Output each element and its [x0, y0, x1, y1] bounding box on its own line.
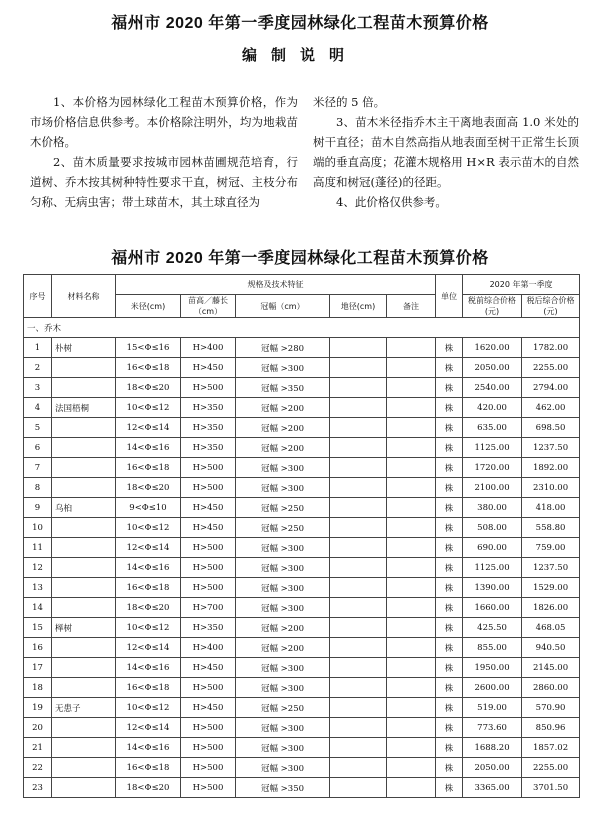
cell-unit: 株	[436, 538, 463, 558]
cell-ground-diameter	[330, 398, 387, 418]
cell-remark	[387, 398, 436, 418]
cell-unit: 株	[436, 498, 463, 518]
table-row	[24, 478, 580, 498]
cell-unit: 株	[436, 638, 463, 658]
cell-unit: 株	[436, 738, 463, 758]
section-label: 一、乔木	[24, 318, 580, 338]
cell-name	[52, 478, 116, 498]
cell-name	[52, 638, 116, 658]
cell-diameter: 16<Φ≤18	[116, 358, 181, 378]
cell-name	[52, 758, 116, 778]
cell-remark	[387, 518, 436, 538]
table-row	[24, 678, 580, 698]
cell-unit: 株	[436, 618, 463, 638]
table-row	[24, 658, 580, 678]
cell-post-tax: 1782.00	[522, 338, 580, 358]
cell-post-tax: 1857.02	[522, 738, 580, 758]
cell-ground-diameter	[330, 478, 387, 498]
cell-height: H>350	[181, 398, 236, 418]
cell-name: 无患子	[52, 698, 116, 718]
price-table	[23, 274, 580, 798]
cell-name: 乌桕	[52, 498, 116, 518]
cell-height: H>350	[181, 418, 236, 438]
cell-no: 17	[24, 658, 52, 678]
cell-crown: 冠幅 >300	[236, 558, 330, 578]
cell-height: H>500	[181, 378, 236, 398]
cell-remark	[387, 538, 436, 558]
cell-remark	[387, 438, 436, 458]
table-row	[24, 458, 580, 478]
cell-name	[52, 738, 116, 758]
cell-no: 8	[24, 478, 52, 498]
cell-diameter: 14<Φ≤16	[116, 658, 181, 678]
section-row	[24, 318, 580, 338]
cell-remark	[387, 378, 436, 398]
cell-remark	[387, 418, 436, 438]
cell-post-tax: 1529.00	[522, 578, 580, 598]
note-3: 3、苗木米径指乔木主干离地表面高 1.0 米处的树干直径；苗木自然高指从地表面至树干正常生长顶端的垂直高度；花灌木规格用 H×R 表示苗木的自然高度和树冠(蓬径)的径距。	[313, 115, 579, 189]
cell-ground-diameter	[330, 558, 387, 578]
cell-crown: 冠幅 >300	[236, 678, 330, 698]
notes-right-column	[313, 92, 579, 212]
cell-post-tax: 698.50	[522, 418, 580, 438]
cell-name	[52, 438, 116, 458]
cell-pre-tax: 1390.00	[463, 578, 522, 598]
cell-no: 5	[24, 418, 52, 438]
cell-pre-tax: 2050.00	[463, 758, 522, 778]
cell-crown: 冠幅 >300	[236, 758, 330, 778]
table-row	[24, 498, 580, 518]
cell-diameter: 10<Φ≤12	[116, 618, 181, 638]
cell-name	[52, 518, 116, 538]
cell-pre-tax: 1660.00	[463, 598, 522, 618]
cell-unit: 株	[436, 378, 463, 398]
table-title: 福州市 2020 年第一季度园林绿化工程苗木预算价格	[111, 250, 489, 267]
cell-diameter: 14<Φ≤16	[116, 738, 181, 758]
table-row	[24, 718, 580, 738]
cell-post-tax: 418.00	[522, 498, 580, 518]
cell-no: 19	[24, 698, 52, 718]
cell-remark	[387, 778, 436, 798]
cell-post-tax: 1237.50	[522, 438, 580, 458]
cell-height: H>350	[181, 438, 236, 458]
cell-remark	[387, 578, 436, 598]
cell-pre-tax: 425.50	[463, 618, 522, 638]
cell-ground-diameter	[330, 598, 387, 618]
cell-name: 榉树	[52, 618, 116, 638]
cell-post-tax: 940.50	[522, 638, 580, 658]
cell-pre-tax: 519.00	[463, 698, 522, 718]
cell-diameter: 12<Φ≤14	[116, 418, 181, 438]
table-row	[24, 378, 580, 398]
cell-unit: 株	[436, 578, 463, 598]
cell-height: H>400	[181, 638, 236, 658]
cell-remark	[387, 498, 436, 518]
cell-crown: 冠幅 >300	[236, 458, 330, 478]
cell-height: H>500	[181, 558, 236, 578]
cell-unit: 株	[436, 518, 463, 538]
cell-ground-diameter	[330, 498, 387, 518]
cell-no: 12	[24, 558, 52, 578]
cell-ground-diameter	[330, 418, 387, 438]
cell-pre-tax: 773.60	[463, 718, 522, 738]
table-row	[24, 778, 580, 798]
table-row	[24, 358, 580, 378]
cell-unit: 株	[436, 358, 463, 378]
cell-ground-diameter	[330, 518, 387, 538]
table-row	[24, 618, 580, 638]
header-name: 材料名称	[52, 275, 116, 318]
cell-ground-diameter	[330, 358, 387, 378]
cell-pre-tax: 2540.00	[463, 378, 522, 398]
cell-unit: 株	[436, 558, 463, 578]
cell-crown: 冠幅 >250	[236, 518, 330, 538]
cell-name: 朴树	[52, 338, 116, 358]
cell-crown: 冠幅 >300	[236, 598, 330, 618]
cell-post-tax: 1826.00	[522, 598, 580, 618]
cell-unit: 株	[436, 678, 463, 698]
cell-height: H>350	[181, 618, 236, 638]
cell-name	[52, 558, 116, 578]
document-subtitle: 编制说明	[241, 47, 358, 64]
cell-remark	[387, 558, 436, 578]
table-row	[24, 538, 580, 558]
cell-post-tax: 1892.00	[522, 458, 580, 478]
cell-pre-tax: 1620.00	[463, 338, 522, 358]
cell-diameter: 18<Φ≤20	[116, 478, 181, 498]
cell-crown: 冠幅 >300	[236, 478, 330, 498]
cell-post-tax: 850.96	[522, 718, 580, 738]
cell-pre-tax: 2050.00	[463, 358, 522, 378]
cell-post-tax: 2310.00	[522, 478, 580, 498]
cell-no: 10	[24, 518, 52, 538]
cell-remark	[387, 658, 436, 678]
cell-unit: 株	[436, 758, 463, 778]
header-quarter-group: 2020 年第一季度	[463, 275, 580, 295]
table-row	[24, 758, 580, 778]
cell-diameter: 12<Φ≤14	[116, 638, 181, 658]
cell-unit: 株	[436, 418, 463, 438]
header-diameter: 米径(cm)	[116, 295, 181, 318]
cell-post-tax: 558.80	[522, 518, 580, 538]
cell-ground-diameter	[330, 638, 387, 658]
cell-diameter: 14<Φ≤16	[116, 438, 181, 458]
cell-height: H>450	[181, 698, 236, 718]
note-1: 1、本价格为园林绿化工程苗木预算价格，作为市场价格信息供参考。本价格除注明外，均为地栽苗木价格。	[30, 95, 298, 149]
cell-no: 21	[24, 738, 52, 758]
cell-unit: 株	[436, 658, 463, 678]
cell-name	[52, 658, 116, 678]
cell-crown: 冠幅 >200	[236, 438, 330, 458]
cell-post-tax: 2255.00	[522, 758, 580, 778]
cell-name	[52, 458, 116, 478]
header-pre-tax: 税前综合价格(元)	[463, 295, 522, 318]
note-2-continued: 米径的 5 倍。	[313, 95, 386, 109]
header-spec-group: 规格及技术特征	[116, 275, 436, 295]
cell-unit: 株	[436, 338, 463, 358]
cell-name	[52, 578, 116, 598]
header-remark: 备注	[387, 295, 436, 318]
cell-diameter: 18<Φ≤20	[116, 378, 181, 398]
cell-height: H>450	[181, 358, 236, 378]
cell-height: H>500	[181, 458, 236, 478]
cell-diameter: 10<Φ≤12	[116, 398, 181, 418]
header-height: 苗高／藤长（cm）	[181, 295, 236, 318]
cell-post-tax: 2860.00	[522, 678, 580, 698]
cell-pre-tax: 1950.00	[463, 658, 522, 678]
cell-ground-diameter	[330, 738, 387, 758]
cell-ground-diameter	[330, 718, 387, 738]
cell-remark	[387, 478, 436, 498]
cell-height: H>450	[181, 518, 236, 538]
cell-no: 2	[24, 358, 52, 378]
cell-ground-diameter	[330, 338, 387, 358]
cell-pre-tax: 420.00	[463, 398, 522, 418]
cell-remark	[387, 338, 436, 358]
cell-unit: 株	[436, 398, 463, 418]
header-ground-diameter: 地径(cm)	[330, 295, 387, 318]
cell-crown: 冠幅 >300	[236, 578, 330, 598]
header-unit: 单位	[436, 275, 463, 318]
cell-no: 23	[24, 778, 52, 798]
cell-diameter: 12<Φ≤14	[116, 718, 181, 738]
cell-pre-tax: 1125.00	[463, 438, 522, 458]
notes-left-column	[30, 92, 298, 212]
cell-crown: 冠幅 >200	[236, 398, 330, 418]
cell-height: H>500	[181, 478, 236, 498]
cell-crown: 冠幅 >350	[236, 378, 330, 398]
cell-height: H>500	[181, 778, 236, 798]
table-row	[24, 578, 580, 598]
cell-remark	[387, 458, 436, 478]
cell-crown: 冠幅 >200	[236, 618, 330, 638]
cell-no: 20	[24, 718, 52, 738]
cell-remark	[387, 358, 436, 378]
cell-height: H>500	[181, 758, 236, 778]
cell-crown: 冠幅 >350	[236, 778, 330, 798]
cell-height: H>400	[181, 338, 236, 358]
cell-unit: 株	[436, 458, 463, 478]
cell-pre-tax: 1688.20	[463, 738, 522, 758]
cell-crown: 冠幅 >250	[236, 498, 330, 518]
cell-unit: 株	[436, 698, 463, 718]
cell-pre-tax: 2600.00	[463, 678, 522, 698]
cell-ground-diameter	[330, 438, 387, 458]
cell-ground-diameter	[330, 618, 387, 638]
cell-diameter: 15<Φ≤16	[116, 338, 181, 358]
cell-crown: 冠幅 >200	[236, 418, 330, 438]
cell-name	[52, 358, 116, 378]
cell-name	[52, 718, 116, 738]
cell-height: H>500	[181, 538, 236, 558]
cell-post-tax: 2794.00	[522, 378, 580, 398]
cell-pre-tax: 508.00	[463, 518, 522, 538]
cell-remark	[387, 618, 436, 638]
cell-no: 22	[24, 758, 52, 778]
cell-pre-tax: 1720.00	[463, 458, 522, 478]
cell-name	[52, 418, 116, 438]
header-post-tax: 税后综合价格(元)	[522, 295, 580, 318]
cell-height: H>450	[181, 498, 236, 518]
cell-ground-diameter	[330, 578, 387, 598]
table-row	[24, 518, 580, 538]
cell-diameter: 18<Φ≤20	[116, 778, 181, 798]
cell-unit: 株	[436, 478, 463, 498]
cell-ground-diameter	[330, 778, 387, 798]
table-row	[24, 338, 580, 358]
table-row	[24, 698, 580, 718]
cell-remark	[387, 638, 436, 658]
cell-crown: 冠幅 >300	[236, 358, 330, 378]
cell-remark	[387, 758, 436, 778]
cell-pre-tax: 690.00	[463, 538, 522, 558]
cell-height: H>500	[181, 738, 236, 758]
cell-crown: 冠幅 >300	[236, 658, 330, 678]
cell-post-tax: 462.00	[522, 398, 580, 418]
cell-name	[52, 598, 116, 618]
cell-name	[52, 778, 116, 798]
cell-remark	[387, 718, 436, 738]
table-row	[24, 438, 580, 458]
document-title: 福州市 2020 年第一季度园林绿化工程苗木预算价格	[111, 15, 489, 32]
cell-no: 3	[24, 378, 52, 398]
cell-height: H>450	[181, 658, 236, 678]
cell-no: 4	[24, 398, 52, 418]
cell-diameter: 16<Φ≤18	[116, 678, 181, 698]
cell-no: 16	[24, 638, 52, 658]
cell-post-tax: 2255.00	[522, 358, 580, 378]
cell-remark	[387, 598, 436, 618]
cell-diameter: 9<Φ≤10	[116, 498, 181, 518]
cell-height: H>500	[181, 678, 236, 698]
cell-no: 7	[24, 458, 52, 478]
cell-pre-tax: 1125.00	[463, 558, 522, 578]
header-crown: 冠幅（cm）	[236, 295, 330, 318]
table-header-row-1	[24, 275, 580, 295]
cell-diameter: 16<Φ≤18	[116, 458, 181, 478]
cell-diameter: 10<Φ≤12	[116, 518, 181, 538]
cell-crown: 冠幅 >300	[236, 738, 330, 758]
cell-unit: 株	[436, 778, 463, 798]
cell-diameter: 16<Φ≤18	[116, 578, 181, 598]
cell-diameter: 14<Φ≤16	[116, 558, 181, 578]
cell-post-tax: 759.00	[522, 538, 580, 558]
cell-remark	[387, 698, 436, 718]
cell-pre-tax: 380.00	[463, 498, 522, 518]
cell-unit: 株	[436, 438, 463, 458]
cell-post-tax: 2145.00	[522, 658, 580, 678]
cell-ground-diameter	[330, 658, 387, 678]
cell-no: 1	[24, 338, 52, 358]
cell-post-tax: 3701.50	[522, 778, 580, 798]
cell-unit: 株	[436, 598, 463, 618]
table-body	[24, 318, 580, 798]
cell-height: H>700	[181, 598, 236, 618]
cell-name	[52, 678, 116, 698]
cell-post-tax: 1237.50	[522, 558, 580, 578]
table-row	[24, 398, 580, 418]
cell-pre-tax: 855.00	[463, 638, 522, 658]
cell-no: 11	[24, 538, 52, 558]
cell-crown: 冠幅 >250	[236, 698, 330, 718]
cell-no: 18	[24, 678, 52, 698]
cell-remark	[387, 678, 436, 698]
cell-post-tax: 468.05	[522, 618, 580, 638]
header-no: 序号	[24, 275, 52, 318]
cell-diameter: 18<Φ≤20	[116, 598, 181, 618]
cell-diameter: 16<Φ≤18	[116, 758, 181, 778]
table-row	[24, 418, 580, 438]
cell-crown: 冠幅 >300	[236, 718, 330, 738]
cell-pre-tax: 3365.00	[463, 778, 522, 798]
table-row	[24, 558, 580, 578]
note-2: 2、苗木质量要求按城市园林苗圃规范培育，行道树、乔木按其树种特性要求干直，树冠、主枝分布匀称、无病虫害；带土球苗木，其土球直径为	[30, 155, 298, 209]
table-row	[24, 638, 580, 658]
cell-name	[52, 538, 116, 558]
cell-height: H>500	[181, 718, 236, 738]
cell-pre-tax: 2100.00	[463, 478, 522, 498]
cell-crown: 冠幅 >200	[236, 638, 330, 658]
cell-crown: 冠幅 >280	[236, 338, 330, 358]
note-4: 4、此价格仅供参考。	[336, 195, 447, 209]
cell-no: 15	[24, 618, 52, 638]
cell-name	[52, 378, 116, 398]
cell-remark	[387, 738, 436, 758]
cell-post-tax: 570.90	[522, 698, 580, 718]
cell-ground-diameter	[330, 458, 387, 478]
table-row	[24, 598, 580, 618]
cell-no: 14	[24, 598, 52, 618]
cell-ground-diameter	[330, 698, 387, 718]
cell-ground-diameter	[330, 378, 387, 398]
cell-name: 法国梧桐	[52, 398, 116, 418]
table-row	[24, 738, 580, 758]
cell-no: 9	[24, 498, 52, 518]
cell-ground-diameter	[330, 538, 387, 558]
cell-height: H>500	[181, 578, 236, 598]
cell-diameter: 10<Φ≤12	[116, 698, 181, 718]
cell-no: 6	[24, 438, 52, 458]
cell-diameter: 12<Φ≤14	[116, 538, 181, 558]
cell-ground-diameter	[330, 758, 387, 778]
cell-no: 13	[24, 578, 52, 598]
cell-pre-tax: 635.00	[463, 418, 522, 438]
cell-ground-diameter	[330, 678, 387, 698]
cell-unit: 株	[436, 718, 463, 738]
cell-crown: 冠幅 >300	[236, 538, 330, 558]
